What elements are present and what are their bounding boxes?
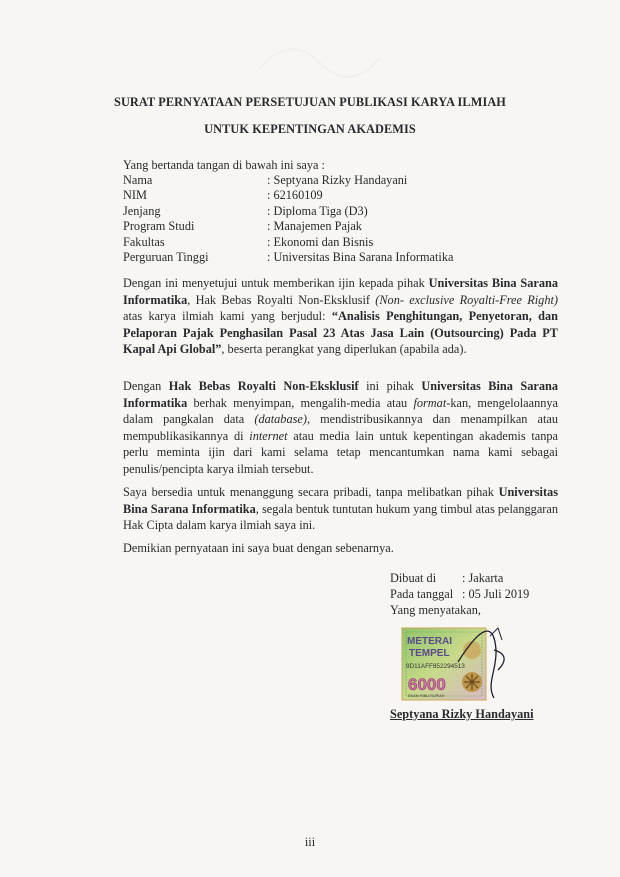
field-value: : Universitas Bina Sarana Informatika [267, 250, 454, 265]
field-value: : Ekonomi dan Bisnis [267, 234, 374, 249]
identity-fields [123, 173, 453, 265]
stamp-serial: 9D11AFF852294513 [406, 663, 465, 670]
stamp-text-2: TEMPEL [409, 648, 450, 659]
license-name: Hak Bebas Royalti Non-Eksklusif [168, 379, 359, 393]
license-term: (Non- exclusive Royalti-Free Right) [375, 292, 558, 307]
text: atas karya ilmiah kami yang berjudul: [123, 309, 332, 324]
intro-text: Yang bertanda tangan di bawah ini saya : [123, 158, 325, 172]
term-format: format [413, 395, 447, 410]
text: , mendistribusikannya dan menampilkan atau mempublikasikannya di [123, 412, 558, 443]
field-label: Program Studi [123, 219, 195, 234]
text: atau media lain untuk kepentingan akademis tanpa perlu meminta ijin dari kami selama tetap mencantumkan nama kami sebagai penulis/pencipta karya ilmiah tersebut. [123, 428, 558, 476]
text: Saya bersedia untuk menanggung secara pribadi, tanpa melibatkan pihak [123, 485, 499, 499]
signature-date [390, 587, 529, 602]
term-database: (database) [254, 412, 307, 427]
field-row-program-studi [123, 219, 453, 234]
text: , segala bentuk tuntutan hukum yang timbul atas pelanggaran Hak Cipta dalam karya ilmiah saya ini. [123, 501, 558, 533]
field-label: Fakultas [123, 234, 165, 249]
faded-mark [250, 28, 390, 88]
revenue-stamp-with-signature [398, 622, 534, 702]
thesis-title: “Analisis Penghitungan, Penyetoran, dan Pelaporan Pajak Penghasilan Pasal 23 Atas Jasa Lain (Outsourcing) Pada PT Kapal Api Global” [123, 309, 558, 357]
paragraph-consent [123, 275, 558, 358]
field-row-fakultas [123, 235, 453, 250]
university-name: Universitas Bina Sarana Informatika [123, 379, 558, 410]
text: berhak menyimpan, mengalih-media atau [187, 395, 414, 410]
field-label: Nama [123, 173, 153, 187]
date-label: Pada tanggal [390, 587, 454, 601]
signature-closing: Yang menyatakan, [390, 603, 481, 617]
field-label: Perguruan Tinggi [123, 250, 209, 265]
date-value: : 05 Juli 2019 [462, 587, 530, 601]
field-value: : Diploma Tiga (D3) [267, 203, 368, 218]
stamp-text-1: METERAI [407, 636, 452, 647]
university-name: Universitas Bina Sarana Informatika [123, 276, 558, 307]
signer-name: Septyana Rizky Handayani [390, 707, 534, 721]
paragraph-liability [123, 484, 558, 534]
field-row-nim [123, 188, 453, 203]
field-value: : Manajemen Pajak [267, 219, 362, 234]
field-value: : Septyana Rizky Handayani [267, 173, 408, 187]
text: -kan, mengelolaannya dalam pangkalan data [123, 395, 559, 427]
text: Dengan [123, 379, 169, 393]
place-label: Dibuat di [390, 571, 437, 585]
field-label: NIM [123, 188, 147, 203]
term-internet: internet [249, 428, 288, 443]
text: ini pihak [358, 379, 422, 393]
field-value: : 62160109 [267, 188, 323, 203]
field-row-nama [123, 173, 453, 188]
stamp-small-text: ENAM RIBU RUPIAH [408, 694, 445, 698]
university-name: Universitas Bina Sarana Informatika [123, 485, 558, 516]
signature-place [390, 571, 503, 586]
paragraph-closing: Demikian pernyataan ini saya buat dengan sebenarnya. [123, 541, 394, 555]
place-value: : Jakarta [462, 571, 504, 585]
text: Dengan ini menyetujui untuk memberikan ijin kepada pihak [123, 276, 429, 290]
page-number: iii [304, 835, 316, 849]
revenue-stamp-icon [398, 622, 534, 702]
field-row-perguruan-tinggi [123, 250, 453, 265]
paragraph-rights [123, 378, 558, 478]
text: , Hak Bebas Royalti Non-Eksklusif [187, 292, 376, 307]
text: , beserta perangkat yang diperlukan (apabila ada). [221, 342, 467, 357]
field-row-jenjang [123, 204, 453, 219]
title-line-1: SURAT PERNYATAAN PERSETUJUAN PUBLIKASI KARYA ILMIAH [114, 95, 506, 109]
field-label: Jenjang [123, 203, 161, 218]
stamp-value: 6000 [408, 675, 446, 694]
title-line-2: UNTUK KEPENTINGAN AKADEMIS [204, 122, 416, 136]
